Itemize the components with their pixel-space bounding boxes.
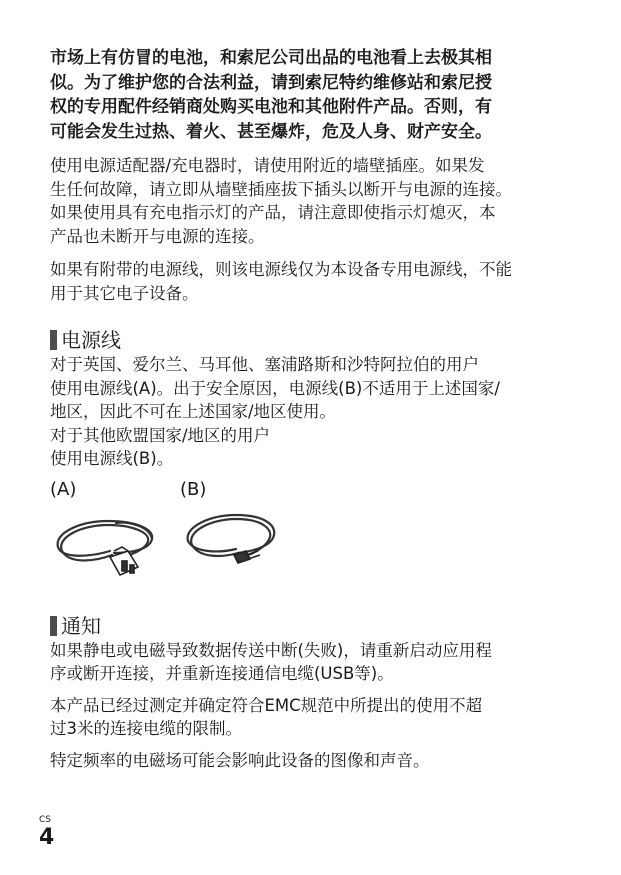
notice-section — [50, 613, 560, 773]
euro-plug-cord-icon — [180, 507, 280, 577]
section-heading — [50, 327, 560, 353]
power-cord-paragraph — [50, 353, 560, 471]
warning-line: 市场上有仿冒的电池，和索尼公司出品的电池看上去极其相 — [50, 48, 492, 68]
warning-line: 可能会发生过热、着火、甚至爆炸，危及人身、财产安全。 — [50, 121, 492, 142]
text-line: 生任何故障，请立即从墙壁插座拔下插头以断开与电源的连接。 — [50, 179, 512, 199]
cord-b — [180, 479, 280, 577]
cord-a — [50, 479, 160, 583]
cord-a-label: (A) — [50, 478, 77, 500]
text-line: 使用电源线(A)。出于安全原因，电源线(B)不适用于上述国家/ — [50, 378, 500, 398]
text-line: 用于其它电子设备。 — [50, 283, 199, 303]
text-line: 如果使用具有充电指示灯的产品，请注意即使指示灯熄灭，本 — [50, 203, 496, 222]
text-line: 使用电源适配器/充电器时，请使用附近的墙壁插座。如果发 — [50, 156, 485, 175]
text-line: 产品也未断开与电源的连接。 — [50, 226, 265, 246]
text-line: 地区，因此不可在上述国家/地区使用。 — [50, 402, 337, 421]
heading-text: 电源线 — [61, 328, 121, 352]
text-line: 过3米的连接电缆的限制。 — [50, 719, 242, 738]
battery-warning — [50, 46, 560, 144]
power-cord-section — [50, 327, 560, 599]
section-heading — [50, 613, 560, 639]
text-line: 本产品已经过测定并确定符合EMC规范中所提出的使用不超 — [50, 695, 483, 715]
uk-plug-cord-icon — [50, 507, 160, 583]
text-line: 特定频率的电磁场可能会影响此设备的图像和声音。 — [50, 750, 430, 770]
adapter-paragraph — [50, 154, 560, 248]
text-line: 对于英国、爱尔兰、马耳他、塞浦路斯和沙特阿拉伯的用户 — [50, 355, 479, 374]
warning-line: 似。为了维护您的合法利益，请到索尼特约维修站和索尼授 — [50, 72, 492, 93]
page-number: 4 — [39, 825, 55, 850]
text-line: 对于其他欧盟国家/地区的用户 — [50, 425, 271, 445]
notice-paragraph-3 — [50, 749, 560, 773]
heading-marker — [50, 330, 57, 350]
notice-paragraph-1 — [50, 639, 560, 686]
language-code: CS — [39, 815, 51, 825]
text-line: 序或断开连接，并重新连接通信电缆(USB等)。 — [50, 664, 394, 683]
heading-marker — [50, 616, 57, 636]
warning-line: 权的专用配件经销商处购买电池和其他附件产品。否则，有 — [50, 97, 492, 117]
heading-text: 通知 — [61, 613, 101, 638]
text-line: 如果有附带的电源线，则该电源线仅为本设备专用电源线，不能 — [50, 260, 512, 279]
manual-page — [50, 46, 560, 772]
text-line: 如果静电或电磁导致数据传送中断(失败)，请重新启动应用程 — [50, 640, 492, 660]
notice-paragraph-2 — [50, 694, 560, 741]
page-footer — [39, 815, 54, 850]
power-cord-illustrations — [50, 479, 560, 599]
cord-usage-paragraph — [50, 258, 560, 305]
text-line: 使用电源线(B)。 — [50, 449, 174, 468]
cord-b-label: (B) — [180, 478, 207, 500]
